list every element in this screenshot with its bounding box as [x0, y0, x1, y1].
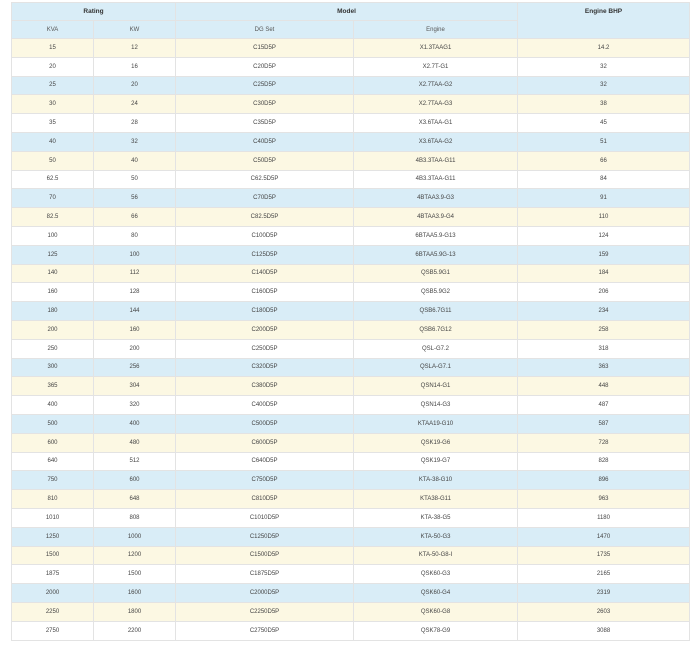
engine-cell: X3.6TAA-G1	[354, 114, 518, 133]
kva-cell: 15	[12, 39, 94, 58]
table-row	[12, 226, 690, 245]
kw-cell: 200	[94, 339, 176, 358]
kva-cell: 2250	[12, 602, 94, 621]
table-row	[12, 377, 690, 396]
kva-cell: 160	[12, 283, 94, 302]
kva-cell: 640	[12, 452, 94, 471]
engine-bhp-cell: 206	[518, 283, 690, 302]
engine-bhp-cell: 1735	[518, 546, 690, 565]
kw-cell: 1200	[94, 546, 176, 565]
engine-cell: KTAA19-G10	[354, 414, 518, 433]
dg-set-cell: C62.5D5P	[176, 170, 354, 189]
dg-set-cell: C140D5P	[176, 264, 354, 283]
dg-set-cell: C810D5P	[176, 490, 354, 509]
kva-cell: 810	[12, 490, 94, 509]
engine-cell: QSN14-G1	[354, 377, 518, 396]
table-row	[12, 452, 690, 471]
kva-cell: 180	[12, 302, 94, 321]
kw-header: KW	[94, 21, 176, 39]
dg-set-cell: C1875D5P	[176, 565, 354, 584]
table-row	[12, 189, 690, 208]
engine-cell: 6BTAA5.9G-13	[354, 245, 518, 264]
engine-bhp-cell: 234	[518, 302, 690, 321]
dg-set-cell: C750D5P	[176, 471, 354, 490]
engine-bhp-cell: 587	[518, 414, 690, 433]
kw-cell: 400	[94, 414, 176, 433]
kw-cell: 128	[94, 283, 176, 302]
dg-set-header: DG Set	[176, 21, 354, 39]
kva-header: KVA	[12, 21, 94, 39]
dg-set-cell: C100D5P	[176, 226, 354, 245]
kw-cell: 600	[94, 471, 176, 490]
engine-bhp-cell: 124	[518, 226, 690, 245]
dg-set-cell: C50D5P	[176, 151, 354, 170]
dg-set-cell: C20D5P	[176, 57, 354, 76]
kw-cell: 66	[94, 208, 176, 227]
engine-bhp-cell: 159	[518, 245, 690, 264]
engine-bhp-cell: 828	[518, 452, 690, 471]
dg-set-cell: C320D5P	[176, 358, 354, 377]
engine-header: Engine	[354, 21, 518, 39]
table-row	[12, 264, 690, 283]
kva-cell: 25	[12, 76, 94, 95]
engine-cell: X1.3TAAG1	[354, 39, 518, 58]
kw-cell: 256	[94, 358, 176, 377]
engine-cell: QSN14-G3	[354, 396, 518, 415]
engine-bhp-cell: 1470	[518, 527, 690, 546]
table-row	[12, 433, 690, 452]
kw-cell: 1800	[94, 602, 176, 621]
kw-cell: 480	[94, 433, 176, 452]
kw-cell: 32	[94, 132, 176, 151]
dg-set-cell: C200D5P	[176, 320, 354, 339]
engine-cell: QSB5.9G1	[354, 264, 518, 283]
table-row	[12, 283, 690, 302]
engine-cell: QSLA-G7.1	[354, 358, 518, 377]
kw-cell: 28	[94, 114, 176, 133]
table-row	[12, 546, 690, 565]
kva-cell: 30	[12, 95, 94, 114]
dg-set-cell: C1010D5P	[176, 508, 354, 527]
engine-bhp-cell: 487	[518, 396, 690, 415]
table-row	[12, 76, 690, 95]
table-row	[12, 320, 690, 339]
kw-cell: 1600	[94, 584, 176, 603]
rating-header: Rating	[12, 3, 176, 21]
dg-set-cell: C125D5P	[176, 245, 354, 264]
engine-bhp-cell: 32	[518, 57, 690, 76]
dg-set-cell: C2750D5P	[176, 621, 354, 640]
table-row	[12, 414, 690, 433]
table-row	[12, 302, 690, 321]
dg-set-cell: C250D5P	[176, 339, 354, 358]
table-row	[12, 396, 690, 415]
kw-cell: 144	[94, 302, 176, 321]
engine-bhp-cell: 66	[518, 151, 690, 170]
kva-cell: 250	[12, 339, 94, 358]
dg-set-cell: C1250D5P	[176, 527, 354, 546]
engine-cell: QSB5.9G2	[354, 283, 518, 302]
kva-cell: 400	[12, 396, 94, 415]
kva-cell: 300	[12, 358, 94, 377]
engine-cell: QSB6.7G12	[354, 320, 518, 339]
kw-cell: 2200	[94, 621, 176, 640]
kw-cell: 808	[94, 508, 176, 527]
engine-bhp-cell: 448	[518, 377, 690, 396]
engine-bhp-cell: 1180	[518, 508, 690, 527]
dg-set-cell: C380D5P	[176, 377, 354, 396]
kva-cell: 20	[12, 57, 94, 76]
engine-cell: X2.7T-G1	[354, 57, 518, 76]
table-row	[12, 584, 690, 603]
generator-specs-table	[11, 2, 690, 641]
engine-bhp-cell: 963	[518, 490, 690, 509]
kva-cell: 600	[12, 433, 94, 452]
kva-cell: 62.5	[12, 170, 94, 189]
engine-bhp-cell: 3088	[518, 621, 690, 640]
engine-cell: X3.6TAA-G2	[354, 132, 518, 151]
table-row	[12, 39, 690, 58]
dg-set-cell: C82.5D5P	[176, 208, 354, 227]
table-row	[12, 527, 690, 546]
engine-bhp-header: Engine BHP	[518, 3, 690, 39]
header-row-groups	[12, 3, 690, 21]
kw-cell: 20	[94, 76, 176, 95]
engine-bhp-cell: 51	[518, 132, 690, 151]
kw-cell: 160	[94, 320, 176, 339]
kva-cell: 35	[12, 114, 94, 133]
engine-bhp-cell: 91	[518, 189, 690, 208]
engine-bhp-cell: 318	[518, 339, 690, 358]
table-row	[12, 358, 690, 377]
dg-set-cell: C500D5P	[176, 414, 354, 433]
engine-cell: QSK60-G3	[354, 565, 518, 584]
engine-bhp-cell: 2319	[518, 584, 690, 603]
kva-cell: 2000	[12, 584, 94, 603]
table-row	[12, 245, 690, 264]
kva-cell: 125	[12, 245, 94, 264]
table-row	[12, 602, 690, 621]
dg-set-cell: C2250D5P	[176, 602, 354, 621]
dg-set-cell: C40D5P	[176, 132, 354, 151]
table-row	[12, 508, 690, 527]
engine-bhp-cell: 45	[518, 114, 690, 133]
kw-cell: 304	[94, 377, 176, 396]
dg-set-cell: C180D5P	[176, 302, 354, 321]
kw-cell: 100	[94, 245, 176, 264]
dg-set-cell: C35D5P	[176, 114, 354, 133]
engine-cell: KTA-50-G3	[354, 527, 518, 546]
table-row	[12, 339, 690, 358]
kw-cell: 1500	[94, 565, 176, 584]
kva-cell: 365	[12, 377, 94, 396]
engine-cell: 4BTAA3.9-G3	[354, 189, 518, 208]
engine-cell: KTA-50-G8-I	[354, 546, 518, 565]
engine-cell: QSK78-G9	[354, 621, 518, 640]
kva-cell: 70	[12, 189, 94, 208]
kw-cell: 12	[94, 39, 176, 58]
dg-set-cell: C400D5P	[176, 396, 354, 415]
dg-set-cell: C15D5P	[176, 39, 354, 58]
engine-cell: QSK60-G8	[354, 602, 518, 621]
kva-cell: 40	[12, 132, 94, 151]
kva-cell: 82.5	[12, 208, 94, 227]
kw-cell: 648	[94, 490, 176, 509]
engine-bhp-cell: 184	[518, 264, 690, 283]
kw-cell: 112	[94, 264, 176, 283]
kva-cell: 1250	[12, 527, 94, 546]
kva-cell: 1875	[12, 565, 94, 584]
engine-bhp-cell: 896	[518, 471, 690, 490]
kw-cell: 56	[94, 189, 176, 208]
dg-set-cell: C160D5P	[176, 283, 354, 302]
engine-cell: QSK19-G6	[354, 433, 518, 452]
kw-cell: 512	[94, 452, 176, 471]
engine-cell: X2.7TAA-G2	[354, 76, 518, 95]
engine-bhp-cell: 32	[518, 76, 690, 95]
kva-cell: 100	[12, 226, 94, 245]
kva-cell: 140	[12, 264, 94, 283]
engine-cell: QSL-G7.2	[354, 339, 518, 358]
kw-cell: 40	[94, 151, 176, 170]
table-row	[12, 95, 690, 114]
kva-cell: 200	[12, 320, 94, 339]
engine-bhp-cell: 728	[518, 433, 690, 452]
engine-cell: QSK60-G4	[354, 584, 518, 603]
engine-cell: KTA-38-G10	[354, 471, 518, 490]
engine-cell: 4BTAA3.9-G4	[354, 208, 518, 227]
kw-cell: 50	[94, 170, 176, 189]
table-row	[12, 490, 690, 509]
dg-set-cell: C30D5P	[176, 95, 354, 114]
engine-cell: QSB6.7G11	[354, 302, 518, 321]
table-body	[12, 39, 690, 641]
table-row	[12, 471, 690, 490]
engine-cell: 4B3.3TAA-G11	[354, 151, 518, 170]
table-row	[12, 565, 690, 584]
kva-cell: 1500	[12, 546, 94, 565]
engine-bhp-cell: 2603	[518, 602, 690, 621]
engine-cell: X2.7TAA-G3	[354, 95, 518, 114]
kva-cell: 1010	[12, 508, 94, 527]
engine-bhp-cell: 14.2	[518, 39, 690, 58]
kw-cell: 24	[94, 95, 176, 114]
engine-bhp-cell: 258	[518, 320, 690, 339]
kva-cell: 50	[12, 151, 94, 170]
kw-cell: 1000	[94, 527, 176, 546]
engine-cell: KTA-38-G5	[354, 508, 518, 527]
dg-set-cell: C70D5P	[176, 189, 354, 208]
table-row	[12, 621, 690, 640]
engine-bhp-cell: 84	[518, 170, 690, 189]
table-row	[12, 57, 690, 76]
table-row	[12, 132, 690, 151]
dg-set-cell: C1500D5P	[176, 546, 354, 565]
engine-cell: 4B3.3TAA-G11	[354, 170, 518, 189]
table-row	[12, 114, 690, 133]
table-header	[12, 3, 690, 39]
engine-bhp-cell: 2165	[518, 565, 690, 584]
kw-cell: 80	[94, 226, 176, 245]
dg-set-cell: C640D5P	[176, 452, 354, 471]
kw-cell: 320	[94, 396, 176, 415]
kva-cell: 750	[12, 471, 94, 490]
engine-cell: KTA38-G11	[354, 490, 518, 509]
kva-cell: 500	[12, 414, 94, 433]
engine-bhp-cell: 38	[518, 95, 690, 114]
dg-set-cell: C600D5P	[176, 433, 354, 452]
engine-cell: 6BTAA5.9-G13	[354, 226, 518, 245]
dg-set-cell: C2000D5P	[176, 584, 354, 603]
engine-cell: QSK19-G7	[354, 452, 518, 471]
engine-bhp-cell: 110	[518, 208, 690, 227]
engine-bhp-cell: 363	[518, 358, 690, 377]
model-header: Model	[176, 3, 518, 21]
table-row	[12, 170, 690, 189]
table-row	[12, 208, 690, 227]
dg-set-cell: C25D5P	[176, 76, 354, 95]
table-row	[12, 151, 690, 170]
kw-cell: 16	[94, 57, 176, 76]
kva-cell: 2750	[12, 621, 94, 640]
